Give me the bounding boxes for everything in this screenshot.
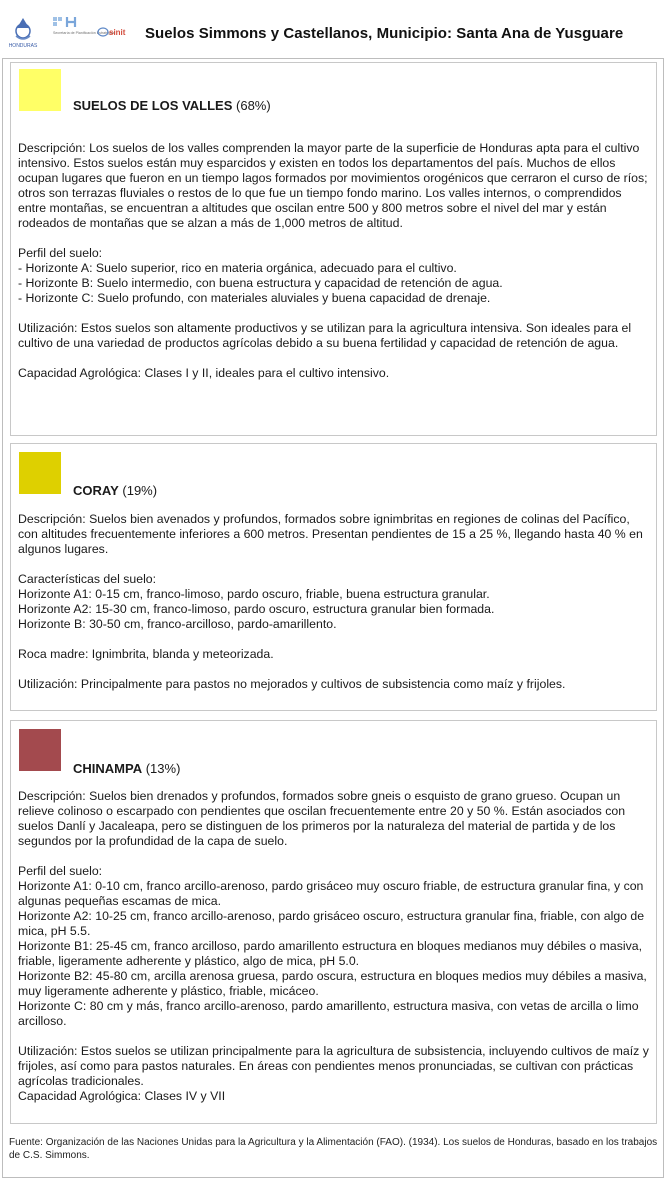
- capacity-paragraph: Capacidad Agrológica: Clases I y II, ideales para el cultivo intensivo.: [18, 366, 390, 380]
- soil-title: [73, 483, 157, 498]
- soil-description: [18, 141, 650, 381]
- usage-paragraph: Utilización: Principalmente para pastos no mejorados y cultivos de subsistencia como maíz y frijoles.: [18, 677, 566, 691]
- description-paragraph: Descripción: Los suelos de los valles comprenden la mayor parte de la superficie de Honduras apta para el cultivo intensivo. Estos suelos están muy esparcidos y existen en todos los departamentos del país. Muchos de ellos ocupan lugares que fueron en un tiempo lagos formados por movimientos orogénicos que cerraron el curso de ríos; otros son terrazas fluviales o restos de lo que fue un tiempo fondo marino. Los valles internos, o comprendidos entre montañas, se encuentran a altitudes que oscilan entre 500 y 800 metros sobre el nivel del mar y están rodeados de montañas que se alzan a más de 1,000 metros de altitud.: [18, 141, 648, 230]
- color-swatch: [19, 452, 61, 494]
- header: [0, 0, 666, 58]
- honduras-logo-text: HONDURAS: [8, 43, 38, 49]
- secretaria-logo-text: Secretaría de Planificación Estratégica: [53, 31, 115, 35]
- soil-description: [18, 512, 650, 692]
- page-title: Suelos Simmons y Castellanos, Municipio: Santa Ana de Yusguare: [145, 25, 624, 42]
- soil-share: (13%): [145, 761, 181, 776]
- soil-card-chinampa: [10, 720, 657, 1124]
- soil-card-coray: [10, 443, 657, 711]
- soil-name: CHINAMPA: [73, 761, 143, 776]
- soil-card-valles: [10, 62, 657, 436]
- description-paragraph: Descripción: Suelos bien drenados y profundos, formados sobre gneis o esquisto de grano grueso. Ocupan un relieve colinoso o escarpado con pendientes que oscilan frecuentemente entre 20 y 50 %. Están asociados con suelos Danlí y Jacaleapa, pero se distinguen de los primeros por la naturaleza del material de partida y de los segundos por la profundidad de la capa de suelo.: [18, 789, 626, 848]
- soil-name: CORAY: [73, 483, 119, 498]
- source-note: Fuente: Organización de las Naciones Unidas para la Agricultura y la Alimentación (FAO). (1934). Los suelos de Honduras, basado en los trabajos de C.S. Simmons.: [9, 1137, 658, 1161]
- usage-paragraph: Utilización: Estos suelos se utilizan principalmente para la agricultura de subsistencia, incluyendo cultivos de maíz y frijoles, así como para pastos naturales. En áreas con pendientes menos pronunciadas, se cultivan con prácticas agrícolas tradicionales. Capacidad Agrológica: Clases IV y VII: [18, 1044, 649, 1103]
- color-swatch: [19, 69, 61, 111]
- description-paragraph: Descripción: Suelos bien avenados y profundos, formados sobre ignimbritas en regiones de colinas del Pacífico, con altitudes frecuentemente inferiores a 600 metros. Presentan pendientes de 15 a 25 %, llegando hasta 40 % en algunos lugares.: [18, 512, 643, 556]
- profile-paragraph: Perfil del suelo: Horizonte A1: 0-10 cm, franco arcillo-arenoso, pardo grisáceo muy oscuro friable, de estructura granular fina, y con algunas pequeñas escamas de mica. Horizonte A2: 10-25 cm, franco arcillo-arenoso, pardo grisáceo oscuro, estructura granular fina, friable, con algo de mica, pH 5.5. Horizonte B1: 25-45 cm, franco arcilloso, pardo amarillento estructura en bloques medianos muy débiles o masiva, friable, ligeramente adherente y plástico, algo de mica, pH 5.0. Horizonte B2: 45-80 cm, arcilla arenosa gruesa, pardo oscura, estructura en bloques medios muy débiles a masiva, muy ligeramente adherente y plástico, friable, micáceo. Horizonte C: 80 cm y más, franco arcillo-arenoso, pardo amarillento, estructura masiva, con vetas de arcilla o limo arcilloso.: [18, 864, 647, 1028]
- profile-paragraph: Perfil del suelo: - Horizonte A: Suelo superior, rico en materia orgánica, adecuado para el cultivo. - Horizonte B: Suelo intermedio, con buena estructura y capacidad de retención de agua. - Horizonte C: Suelo profundo, con materiales aluviales y buena capacidad de drenaje.: [18, 246, 503, 305]
- sinit-icon: [97, 24, 133, 40]
- soil-description: [18, 789, 650, 1104]
- soil-title: [73, 98, 271, 113]
- secretaria-icon: [50, 16, 115, 46]
- sinit-logo-text: sinit: [109, 28, 126, 37]
- characteristics-paragraph: Características del suelo: Horizonte A1: 0-15 cm, franco-limoso, pardo oscuro, friable, buena estructura granular. Horizonte A2: 15-30 cm, franco-limoso, pardo oscuro, estructura granular bien formada. Horizonte B: 30-50 cm, franco-arcilloso, pardo-amarillento.: [18, 572, 495, 631]
- usage-paragraph: Utilización: Estos suelos son altamente productivos y se utilizan para la agricultura intensiva. Son ideales para el cultivo de una variedad de productos agrícolas debido a su buena fertilidad y capacidad de retención de agua.: [18, 321, 632, 350]
- soil-name: SUELOS DE LOS VALLES: [73, 98, 233, 113]
- parent-rock-paragraph: Roca madre: Ignimbrita, blanda y meteorizada.: [18, 647, 274, 661]
- soil-share: (19%): [122, 483, 158, 498]
- soil-title: [73, 761, 180, 776]
- honduras-icon: [8, 16, 38, 50]
- soil-share: (68%): [236, 98, 271, 113]
- color-swatch: [19, 729, 61, 771]
